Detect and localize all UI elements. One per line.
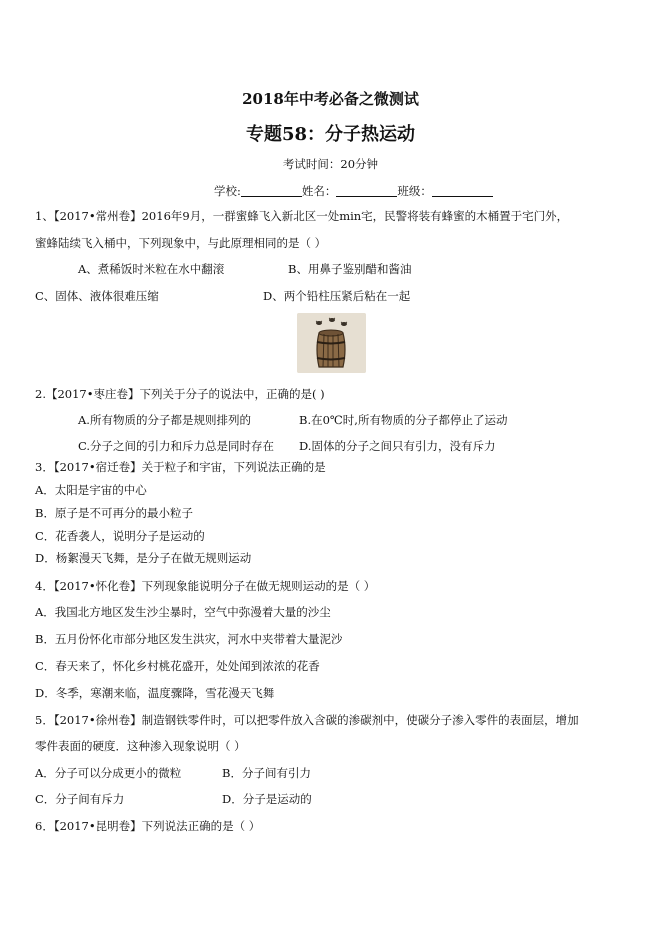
student-info	[214, 183, 493, 199]
q5-stem-line1: 5．【2017•徐州卷】制造钢铁零件时，可以把零件放入含碳的渗碳剂中，使碳分子渗入零件的表面层，增加	[35, 713, 579, 727]
q3-option-a[interactable]: A．太阳是宇宙的中心	[35, 483, 147, 497]
q5-option-d[interactable]: D．分子是运动的	[222, 792, 312, 806]
q5-option-a[interactable]: A．分子可以分成更小的微粒	[35, 766, 182, 780]
barrel-bees-illustration	[297, 313, 366, 373]
q5-option-b[interactable]: B．分子间有引力	[222, 766, 311, 780]
q2-option-b[interactable]: B.在0℃时,所有物质的分子都停止了运动	[299, 413, 508, 427]
q1-option-c[interactable]: C、固体、液体很难压缩	[35, 289, 159, 303]
q3-stem: 3．【2017•宿迁卷】关于粒子和宇宙，下列说法正确的是	[35, 460, 326, 474]
barrel-icon	[297, 313, 366, 373]
q6-stem: 6．【2017•昆明卷】下列说法正确的是（ ）	[35, 819, 261, 833]
school-label: 学校:	[214, 184, 241, 198]
q1-stem-line2: 蜜蜂陆续飞入桶中，下列现象中，与此原理相同的是（ ）	[35, 236, 327, 250]
name-blank[interactable]	[336, 184, 397, 197]
q5-stem-line2: 零件表面的硬度．这种渗入现象说明（ ）	[35, 739, 246, 753]
q2-option-d[interactable]: D.固体的分子之间只有引力，没有斥力	[299, 439, 496, 453]
q5-option-c[interactable]: C．分子间有斥力	[35, 792, 125, 806]
q1-option-a[interactable]: A、煮稀饭时米粒在水中翻滚	[78, 262, 225, 276]
q4-stem: 4．【2017•怀化卷】下列现象能说明分子在做无规则运动的是（ ）	[35, 579, 376, 593]
exam-time: 考试时间：20分钟	[282, 157, 379, 171]
class-blank[interactable]	[432, 184, 493, 197]
q2-stem: 2.【2017•枣庄卷】下列关于分子的说法中，正确的是( )	[35, 387, 325, 401]
school-blank[interactable]	[241, 184, 302, 197]
q4-option-d[interactable]: D．冬季，寒潮来临，温度骤降，雪花漫天飞舞	[35, 686, 275, 700]
q4-option-a[interactable]: A．我国北方地区发生沙尘暴时，空气中弥漫着大量的沙尘	[35, 605, 331, 619]
q3-option-c[interactable]: C．花香袭人，说明分子是运动的	[35, 529, 205, 543]
q1-option-d[interactable]: D、两个铅柱压紧后粘在一起	[263, 289, 411, 303]
q1-option-b[interactable]: B、用鼻子鉴别醋和酱油	[288, 262, 412, 276]
page-title: 专题58：分子热运动	[245, 124, 416, 145]
q4-option-c[interactable]: C．春天来了，怀化乡村桃花盛开，处处闻到浓浓的花香	[35, 659, 320, 673]
q3-option-b[interactable]: B．原子是不可再分的最小粒子	[35, 506, 193, 520]
q3-option-d[interactable]: D．杨絮漫天飞舞，是分子在做无规则运动	[35, 551, 252, 565]
class-label: 班级：	[397, 184, 432, 198]
q1-stem-line1: 1、【2017•常州卷】2016年9月，一群蜜蜂飞入新北区一处min宅，民警将装有蜂蜜的木桶置于宅门外，	[35, 209, 569, 223]
q4-option-b[interactable]: B．五月份怀化市部分地区发生洪灾，河水中夹带着大量泥沙	[35, 632, 343, 646]
q2-option-a[interactable]: A.所有物质的分子都是规则排列的	[78, 413, 251, 427]
q2-option-c[interactable]: C.分子之间的引力和斥力总是同时存在	[78, 439, 275, 453]
name-label: 姓名：	[301, 184, 337, 198]
exam-title: 2018年中考必备之微测试	[242, 90, 419, 108]
